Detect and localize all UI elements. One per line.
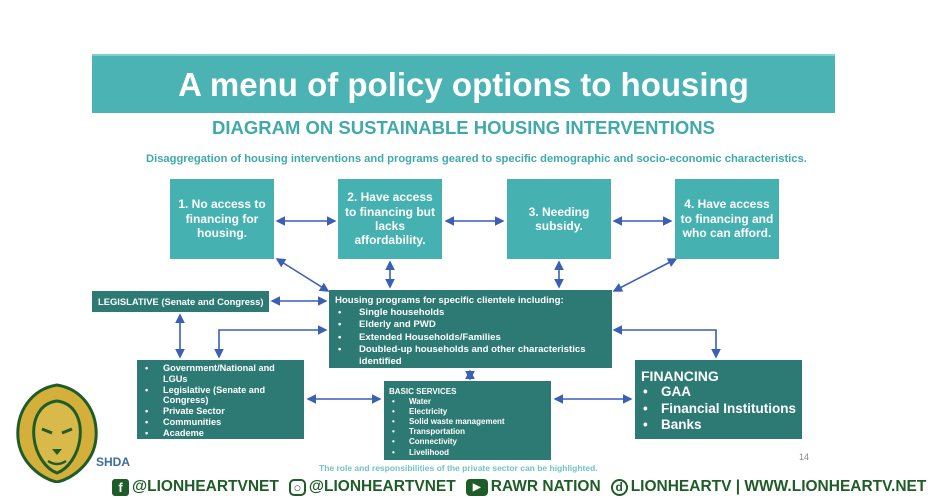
instagram-handle[interactable] [289,478,456,496]
stakeholder-item: • Legislative (Senate and Congress) [141,385,300,407]
slide-title: A menu of policy options to housing [92,54,835,113]
category-box-needing-subsidy [507,179,611,259]
service-item: • Livelihood [389,448,546,458]
category-label: 3. Needing subsidy. [528,204,590,233]
legislative-box [92,291,269,312]
financing-item: • Banks [641,417,796,433]
program-item: • Elderly and PWD [335,319,606,331]
facebook-handle[interactable] [112,478,279,496]
category-label: 4. Have access to financing and who can afford. [680,197,774,241]
category-box-can-afford [675,179,779,259]
category-box-no-access [170,179,274,259]
service-item: • Connectivity [389,437,546,447]
financing-item: • GAA [641,384,796,400]
programs-heading: Housing programs for specific clientele including: [335,295,564,306]
program-item: • Extended Households/Families [335,332,606,344]
instagram-label: @LIONHEARTVNET [308,478,456,495]
stakeholder-item: • Private Sector [141,406,300,417]
financing-item: • Financial Institutions [641,401,796,417]
category-label: 2. Have access to financing but lacks affordability. [345,190,435,248]
category-box-lacks-affordability [338,179,442,259]
slide-subtitle: DIAGRAM ON SUSTAINABLE HOUSING INTERVENTIONS [212,117,715,138]
program-item: • Doubled-up households and other characteristics identified [335,344,606,368]
dailymotion-icon: d [611,479,628,496]
stakeholder-item: • Communities [141,417,300,428]
program-item: • Single households [335,307,606,319]
dailymotion-label: LIONHEARTV | WWW.LIONHEARTV.NET [630,478,927,495]
housing-programs-box [329,290,612,368]
service-item: • Transportation [389,427,546,437]
social-footer [112,476,926,498]
stakeholder-item: • Academe [141,428,300,439]
youtube-handle[interactable] [466,478,601,496]
slide-note: The role and responsibilities of the private sector can be highlighted. [319,463,598,473]
service-item: • Water [389,397,546,407]
financing-box [635,360,802,439]
youtube-label: RAWR NATION [490,478,601,495]
instagram-icon: ○ [289,479,306,496]
service-item: • Electricity [389,407,546,417]
stakeholders-box [137,360,304,439]
financing-heading: FINANCING [641,368,719,384]
service-item: • Solid waste management [389,417,546,427]
legislative-label: LEGISLATIVE (Senate and Congress) [98,296,264,307]
lion-logo-icon [12,383,102,483]
stakeholder-item: • Government/National and LGUs [141,363,300,385]
facebook-icon: f [112,479,129,496]
org-label: SHDA [96,455,131,469]
category-label: 1. No access to financing for housing. [178,197,266,241]
youtube-icon: ▶ [466,479,488,496]
basic-services-heading: BASIC SERVICES [389,387,457,396]
basic-services-box [384,381,551,460]
facebook-label: @LIONHEARTVNET [132,478,279,495]
dailymotion-handle[interactable] [611,478,927,496]
slide-description: Disaggregation of housing interventions and programs geared to specific demographic and socio-economic characteristics. [146,153,807,165]
page-number: 14 [799,452,810,462]
